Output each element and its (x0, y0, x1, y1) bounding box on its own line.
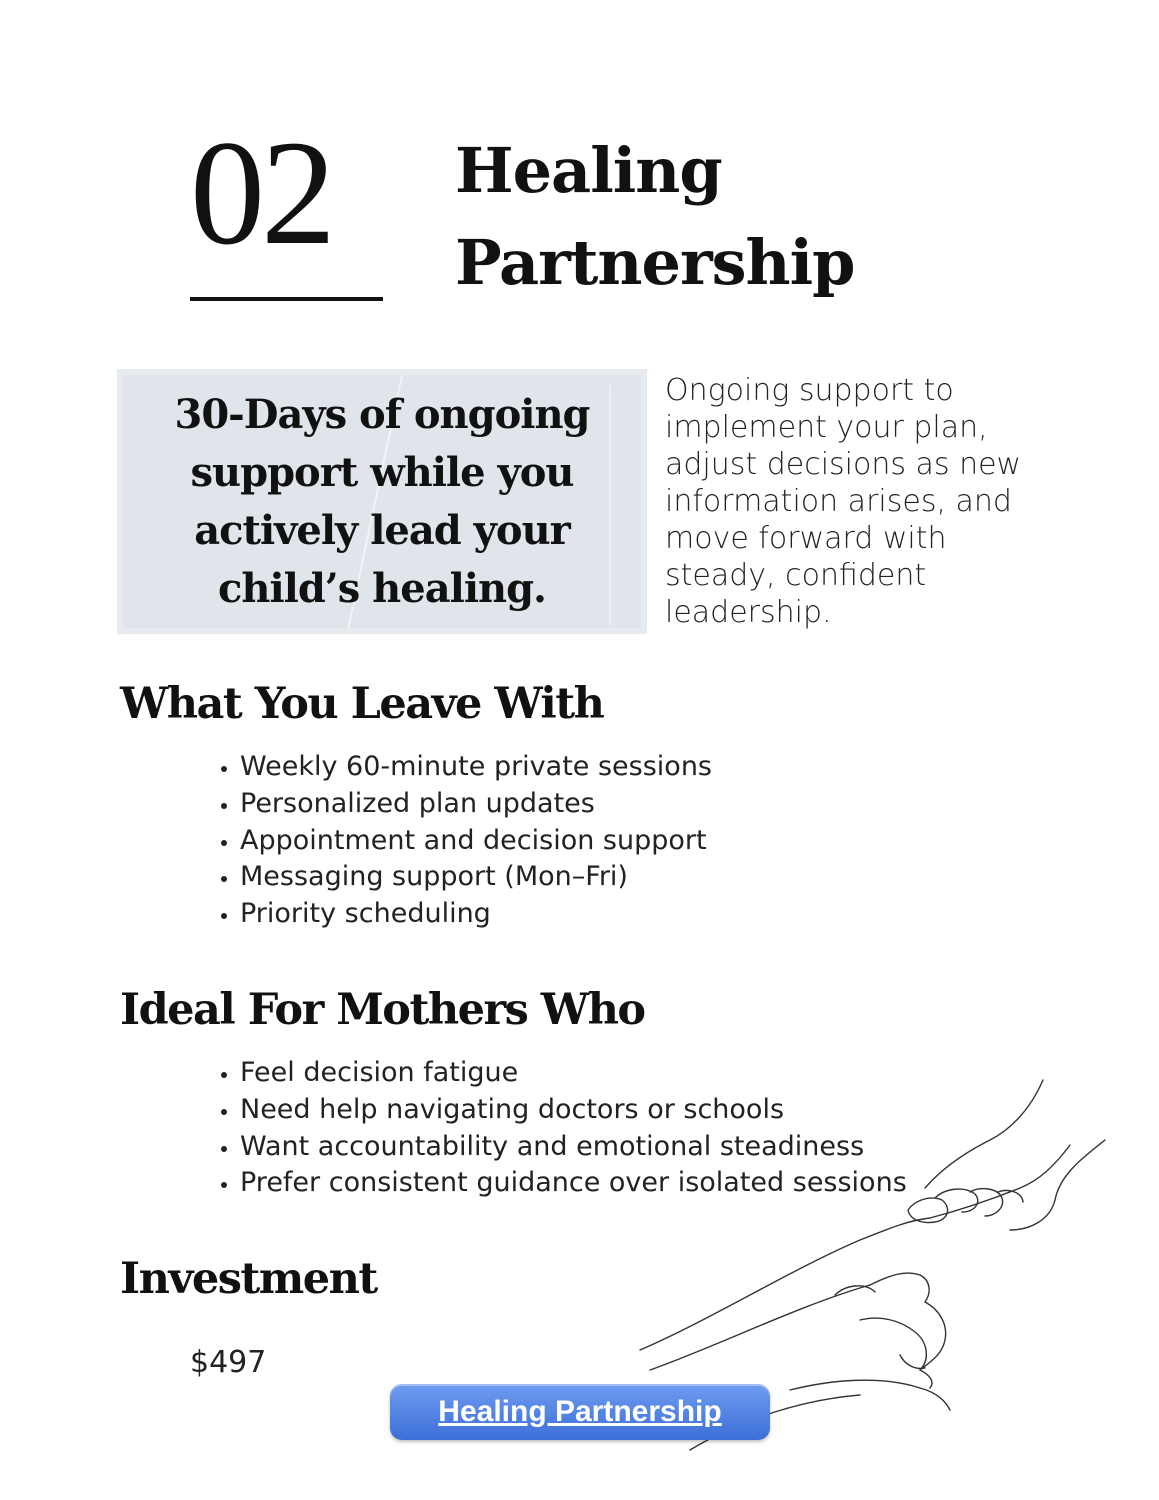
list-item: • Need help navigating doctors or schools (240, 1092, 907, 1129)
leave-with-list (205, 749, 712, 933)
ideal-for-heading: Ideal For Mothers Who (120, 985, 645, 1035)
title-line-2: Partnership (455, 226, 855, 299)
highlight-text: 30-Days of ongoing support while you actively lead your child’s healing. (174, 390, 590, 612)
list-item: • Appointment and decision support (240, 823, 712, 860)
program-description: Ongoing support to implement your plan, adjust decisions as new information arises, and move forward with steady, confident leadership. (665, 373, 1022, 630)
list-item: • Weekly 60-minute private sessions (240, 749, 712, 786)
highlight-card (117, 369, 647, 634)
price-value: $497 (190, 1345, 267, 1380)
list-item: • Want accountability and emotional steadiness (240, 1129, 907, 1166)
page-title (455, 125, 855, 309)
leave-with-heading: What You Leave With (120, 679, 604, 729)
number-underline (190, 297, 383, 301)
healing-partnership-button[interactable]: Healing Partnership (390, 1384, 770, 1440)
list-item: • Personalized plan updates (240, 786, 712, 823)
title-line-1: Healing (455, 134, 722, 207)
list-item: • Prefer consistent guidance over isolated sessions (240, 1165, 907, 1202)
program-number: 02 (190, 110, 332, 276)
list-item: • Priority scheduling (240, 896, 712, 933)
investment-heading: Investment (120, 1254, 377, 1304)
list-item: • Messaging support (Mon–Fri) (240, 859, 712, 896)
list-item: • Feel decision fatigue (240, 1055, 907, 1092)
